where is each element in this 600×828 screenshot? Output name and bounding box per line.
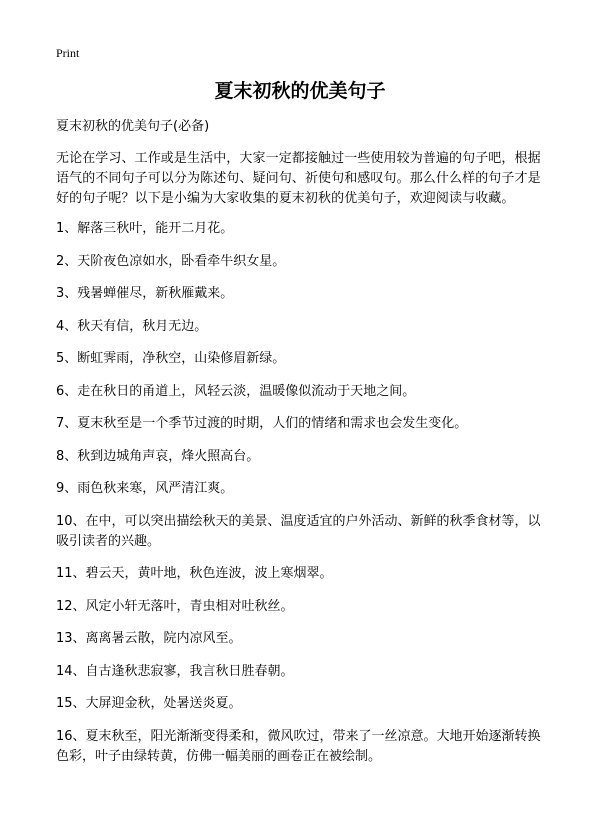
- sentence-item: 13、离离暑云散，院内凉风至。: [56, 631, 242, 646]
- sentence-item: 5、断虹霁雨，净秋空，山染修眉新绿。: [56, 351, 286, 366]
- sentence-item: 4、秋天有信，秋月无边。: [56, 318, 208, 334]
- sentence-item: 11、碧云天，黄叶地，秋色连波，波上寒烟翠。: [56, 566, 333, 581]
- sentence-item: 12、风定小轩无落叶，青虫相对吐秋丝。: [56, 598, 294, 614]
- sentence-item: 1、解落三秋叶，能开二月花。: [56, 221, 234, 236]
- intro-paragraph: 无论在学习、工作或是生活中，大家一定都接触过一些使用较为普遍的句子吧，根据语气的不同句子可以分为陈述句、疑问句、祈使句和感叹句。那么什么样的句子才是好的句子呢？以下是小编为大家收集的夏末初秋的优美句子，欢迎阅读与收藏。: [56, 151, 541, 206]
- sentence-item: 10、在中，可以突出描绘秋天的美景、温度适宜的户外活动、新鲜的秋季食材等，以吸引读者的兴趣。: [56, 513, 541, 549]
- sentence-item: 16、夏末秋至，阳光渐渐变得柔和，微风吹过，带来了一丝凉意。大地开始逐渐转换色彩，叶子由绿转黄，仿佛一幅美丽的画卷正在被绘制。: [56, 728, 541, 764]
- sentence-item: 14、自古逢秋悲寂寥，我言秋日胜春朝。: [56, 663, 294, 679]
- print-link[interactable]: Print: [56, 46, 80, 60]
- sentence-item: 15、大屏迎金秋，处暑送炎夏。: [56, 696, 242, 711]
- article-body: [56, 117, 550, 779]
- sentence-item: 2、天阶夜色凉如水，卧看牵牛织女星。: [56, 253, 286, 269]
- sentence-item: 9、雨色秋来寒，风严清江爽。: [56, 481, 234, 496]
- article-subtitle: 夏末初秋的优美句子(必备): [56, 119, 210, 134]
- page-title: 夏末初秋的优美句子: [214, 80, 386, 102]
- sentence-item: 7、夏末秋至是一个季节过渡的时期，人们的情绪和需求也会发生变化。: [56, 416, 468, 431]
- sentence-item: 6、走在秋日的甬道上，风轻云淡，温暖像似流动于天地之间。: [56, 383, 416, 399]
- sentence-item: 3、残暑蝉催尽，新秋雁戴来。: [56, 286, 234, 301]
- sentence-item: 8、秋到边城角声哀，烽火照高台。: [56, 448, 260, 464]
- sentence-list: [56, 219, 550, 767]
